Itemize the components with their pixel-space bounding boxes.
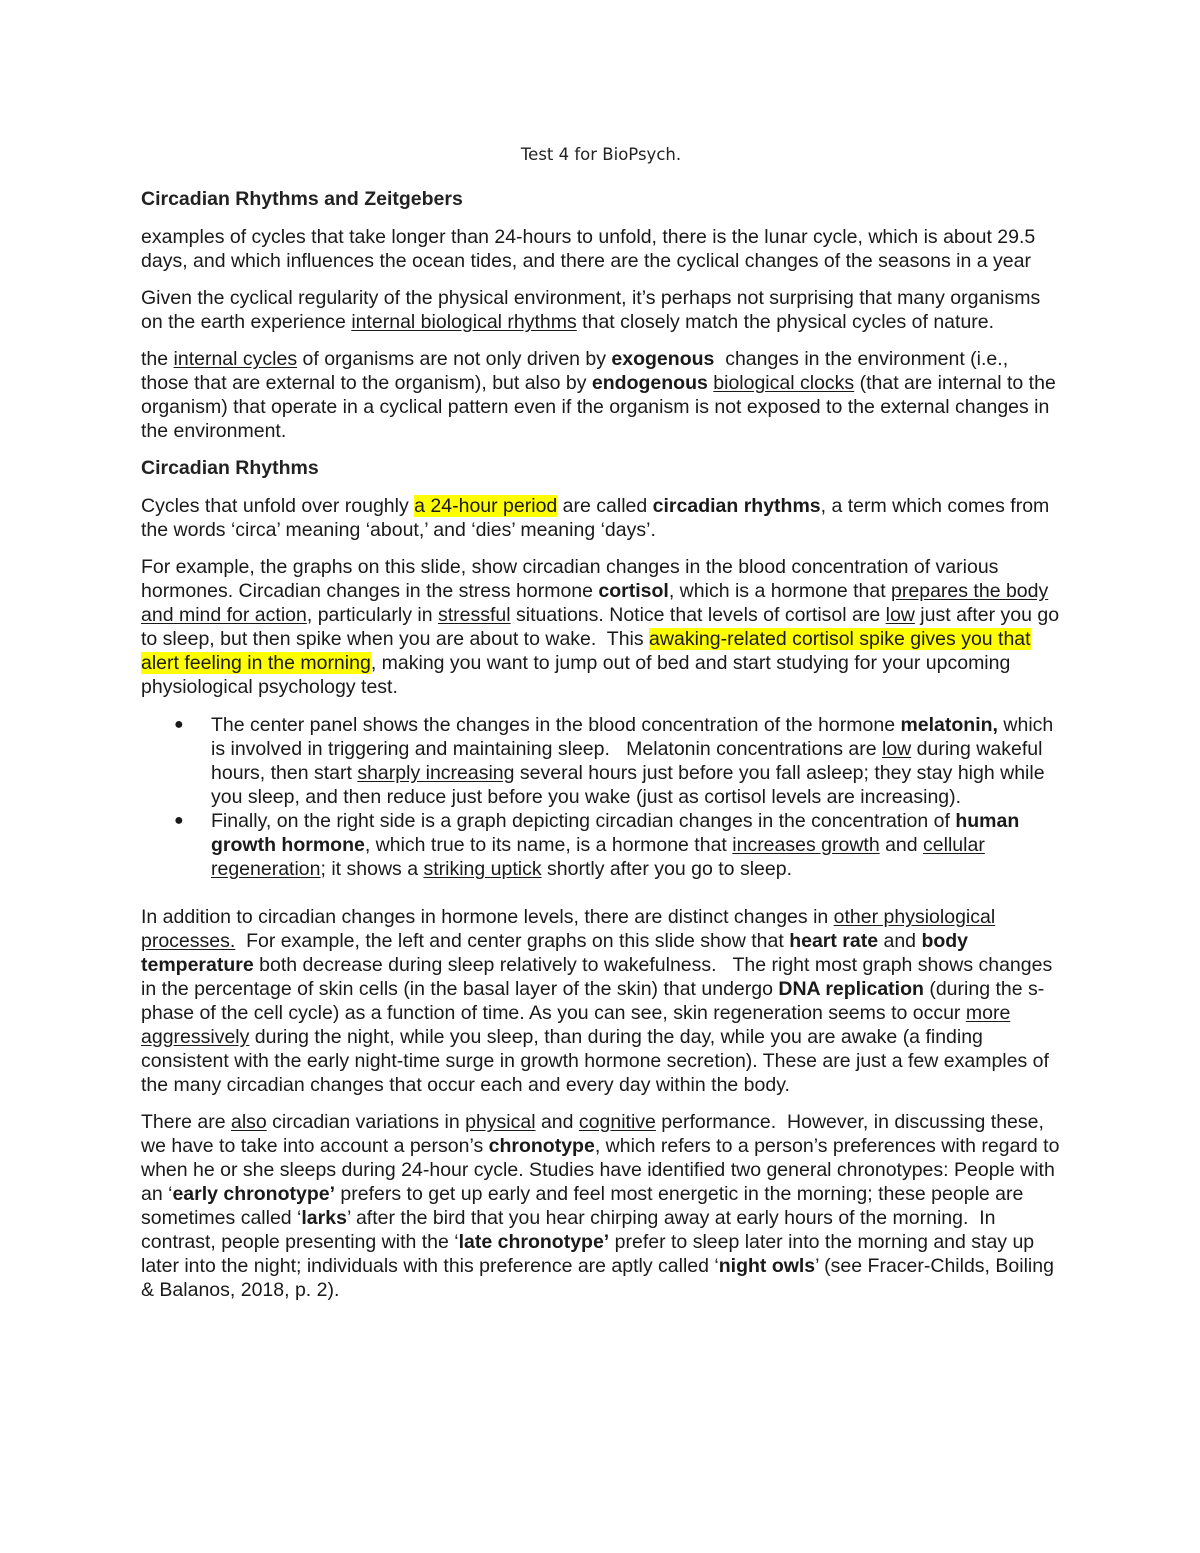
heading-circadian-rhythms-and-zeitgebers: Circadian Rhythms and Zeitgebers (141, 188, 463, 210)
text-run: , which true to its name, is a hormone that (364, 834, 733, 856)
paragraph-chronotype (141, 1110, 1061, 1302)
paragraph-cyclical-regularity (141, 286, 1061, 334)
text-run: For example, the graphs on this slide, show circadian changes in the blood concentration of various hormones. Circadian changes in the stress hormone (141, 556, 999, 602)
text-run: both decrease during sleep relatively to wakefulness. The right most graph shows changes in the percentage of skin cells (in the basal layer of the skin) that undergo (141, 954, 1058, 1000)
bold-term: human growth hormone (211, 810, 1020, 856)
bold-term: circadian rhythms (652, 495, 821, 517)
bold-term: body temperature (141, 930, 969, 976)
underlined-term: internal cycles (173, 348, 298, 370)
document-page (141, 143, 1065, 1315)
bold-term: cortisol (598, 580, 669, 602)
underlined-term: striking uptick (423, 858, 542, 880)
text-run: (that are internal to the organism) that operate in a cyclical pattern even if the organism is not exposed to the external changes in the environment. (141, 372, 1056, 442)
underlined-term: low (881, 738, 912, 760)
heading-circadian-rhythms: Circadian Rhythms (141, 457, 319, 479)
text-run: shortly after you go to sleep. (541, 858, 792, 880)
underlined-term: physical (465, 1111, 536, 1133)
bold-term: endogenous (591, 372, 708, 394)
text-run: , which is a hormone that (668, 580, 892, 602)
text-run: , which refers to a person’s preferences with regard to when he or she sleeps during 24-hour cycle. Studies have identified two general chronotypes: People with an ‘ (141, 1135, 1060, 1205)
bold-term: melatonin, (900, 714, 998, 736)
text-run: prefer to sleep later into the morning and stay up later into the night; individuals with this preference are aptly called ‘ (141, 1231, 1035, 1277)
text-run: which is involved in triggering and maintaining sleep. Melatonin concentrations are (211, 714, 1059, 760)
text-run: , making you want to jump out of bed and start studying for your upcoming physiological psychology test. (141, 652, 1011, 698)
underlined-term: stressful (438, 604, 511, 626)
text-run: that closely match the physical cycles of nature. (576, 311, 995, 333)
underlined-term: more aggressively (141, 1002, 1011, 1048)
text-run: prefers to get up early and feel most energetic in the morning; these people are sometimes called ‘ (141, 1183, 1024, 1229)
bold-term: larks (301, 1207, 347, 1229)
underlined-term: prepares the body and mind for action (141, 580, 1049, 626)
underlined-term: other physiological processes. (141, 906, 996, 952)
text-run: and (878, 930, 922, 952)
text-run: the (141, 348, 174, 370)
underlined-term: increases growth (732, 834, 880, 856)
bullet-list (141, 713, 1061, 881)
bold-term: late chronotype’ (458, 1231, 610, 1253)
spacer (141, 881, 1061, 905)
underlined-term: also (230, 1111, 267, 1133)
bold-term: DNA replication (778, 978, 924, 1000)
text-run: during wakeful hours, then start (211, 738, 1043, 784)
paragraph-physiological-processes (141, 905, 1061, 1097)
text-run: ’ after the bird that you hear chirping away at early hours of the morning. In contrast, people presenting with the ‘ (141, 1207, 1001, 1253)
text-run: changes in the environment (i.e., those that are external to the organism), but also by (141, 348, 1014, 394)
paragraph-internal-cycles (141, 347, 1061, 443)
underlined-term: biological clocks (713, 372, 855, 394)
underlined-term: low (885, 604, 915, 626)
bold-term: chronotype (488, 1135, 595, 1157)
highlighted-phrase: awaking-related cortisol spike gives you that alert feeling in the morning (141, 628, 1031, 674)
underlined-term: internal biological rhythms (351, 311, 577, 333)
bold-term: early chronotype’ (172, 1183, 336, 1205)
paragraph-cycles-examples: examples of cycles that take longer than 24-hours to unfold, there is the lunar cycle, which is about 29.5 days, and which influences the ocean tides, and there are the cyclical changes of the seasons in a year (141, 226, 1036, 272)
underlined-term: cellular regeneration (211, 834, 985, 880)
text-run: For example, the left and center graphs on this slide show that (235, 930, 790, 952)
text-run: The center panel shows the changes in the blood concentration of the hormone (211, 714, 901, 736)
paragraph-cortisol (141, 555, 1065, 699)
bullet-icon: ● (174, 812, 184, 829)
paragraph-circadian-definition (141, 494, 1061, 542)
text-run: Given the cyclical regularity of the physical environment, it’s perhaps not surprising that many organisms on the earth experience (141, 287, 1041, 333)
text-run: several hours just before you fall asleep; they stay high while you sleep, and then reduce just before you wake (just as cortisol levels are increasing). (211, 762, 1045, 808)
text-run: , particularly in (306, 604, 438, 626)
text-run: performance. However, in discussing these, we have to take into account a person’s (141, 1111, 1050, 1157)
highlighted-phrase: a 24-hour period (414, 495, 558, 517)
text-run: ; it shows a (320, 858, 424, 880)
text-run: and (535, 1111, 579, 1133)
text-run: , a term which comes from the words ‘circa’ meaning ‘about,’ and ‘dies’ meaning ‘days’. (141, 495, 1050, 541)
bold-term: night owls (718, 1255, 816, 1277)
bold-term: heart rate (789, 930, 879, 952)
underlined-term: sharply increasing (357, 762, 515, 784)
list-item-growth-hormone (174, 809, 1061, 881)
text-run: Cycles that unfold over roughly (141, 495, 415, 517)
bullet-icon: ● (174, 716, 184, 733)
text-run: There are (141, 1111, 231, 1133)
text-run: circadian variations in (266, 1111, 466, 1133)
list-item-melatonin (174, 713, 1061, 809)
text-run: during the night, while you sleep, than during the day, while you are awake (a finding consistent with the early night-time surge in growth hormone secretion). These are just a few examples of the many circadian changes that occur each and every day within the body. (141, 1026, 1049, 1096)
text-run: In addition to circadian changes in hormone levels, there are distinct changes in (141, 906, 834, 928)
text-run: of organisms are not only driven by (297, 348, 612, 370)
text-run: situations. Notice that levels of cortisol are (510, 604, 886, 626)
text-run: Finally, on the right side is a graph depicting circadian changes in the concentration of (211, 810, 956, 832)
text-run: just after you go to sleep, but then spike when you are about to wake. This (141, 604, 1065, 650)
text-run: and (879, 834, 924, 856)
text-run: are called (557, 495, 653, 517)
text-run: ’ (see Fracer-Childs, Boiling & Balanos, 2018, p. 2). (141, 1255, 1054, 1301)
text-run: (during the s-phase of the cell cycle) as a function of time. As you can see, skin regeneration seems to occur (141, 978, 1045, 1024)
document-title: Test 4 for BioPsych. (520, 145, 682, 164)
underlined-term: cognitive (578, 1111, 656, 1133)
bold-term: exogenous (611, 348, 715, 370)
